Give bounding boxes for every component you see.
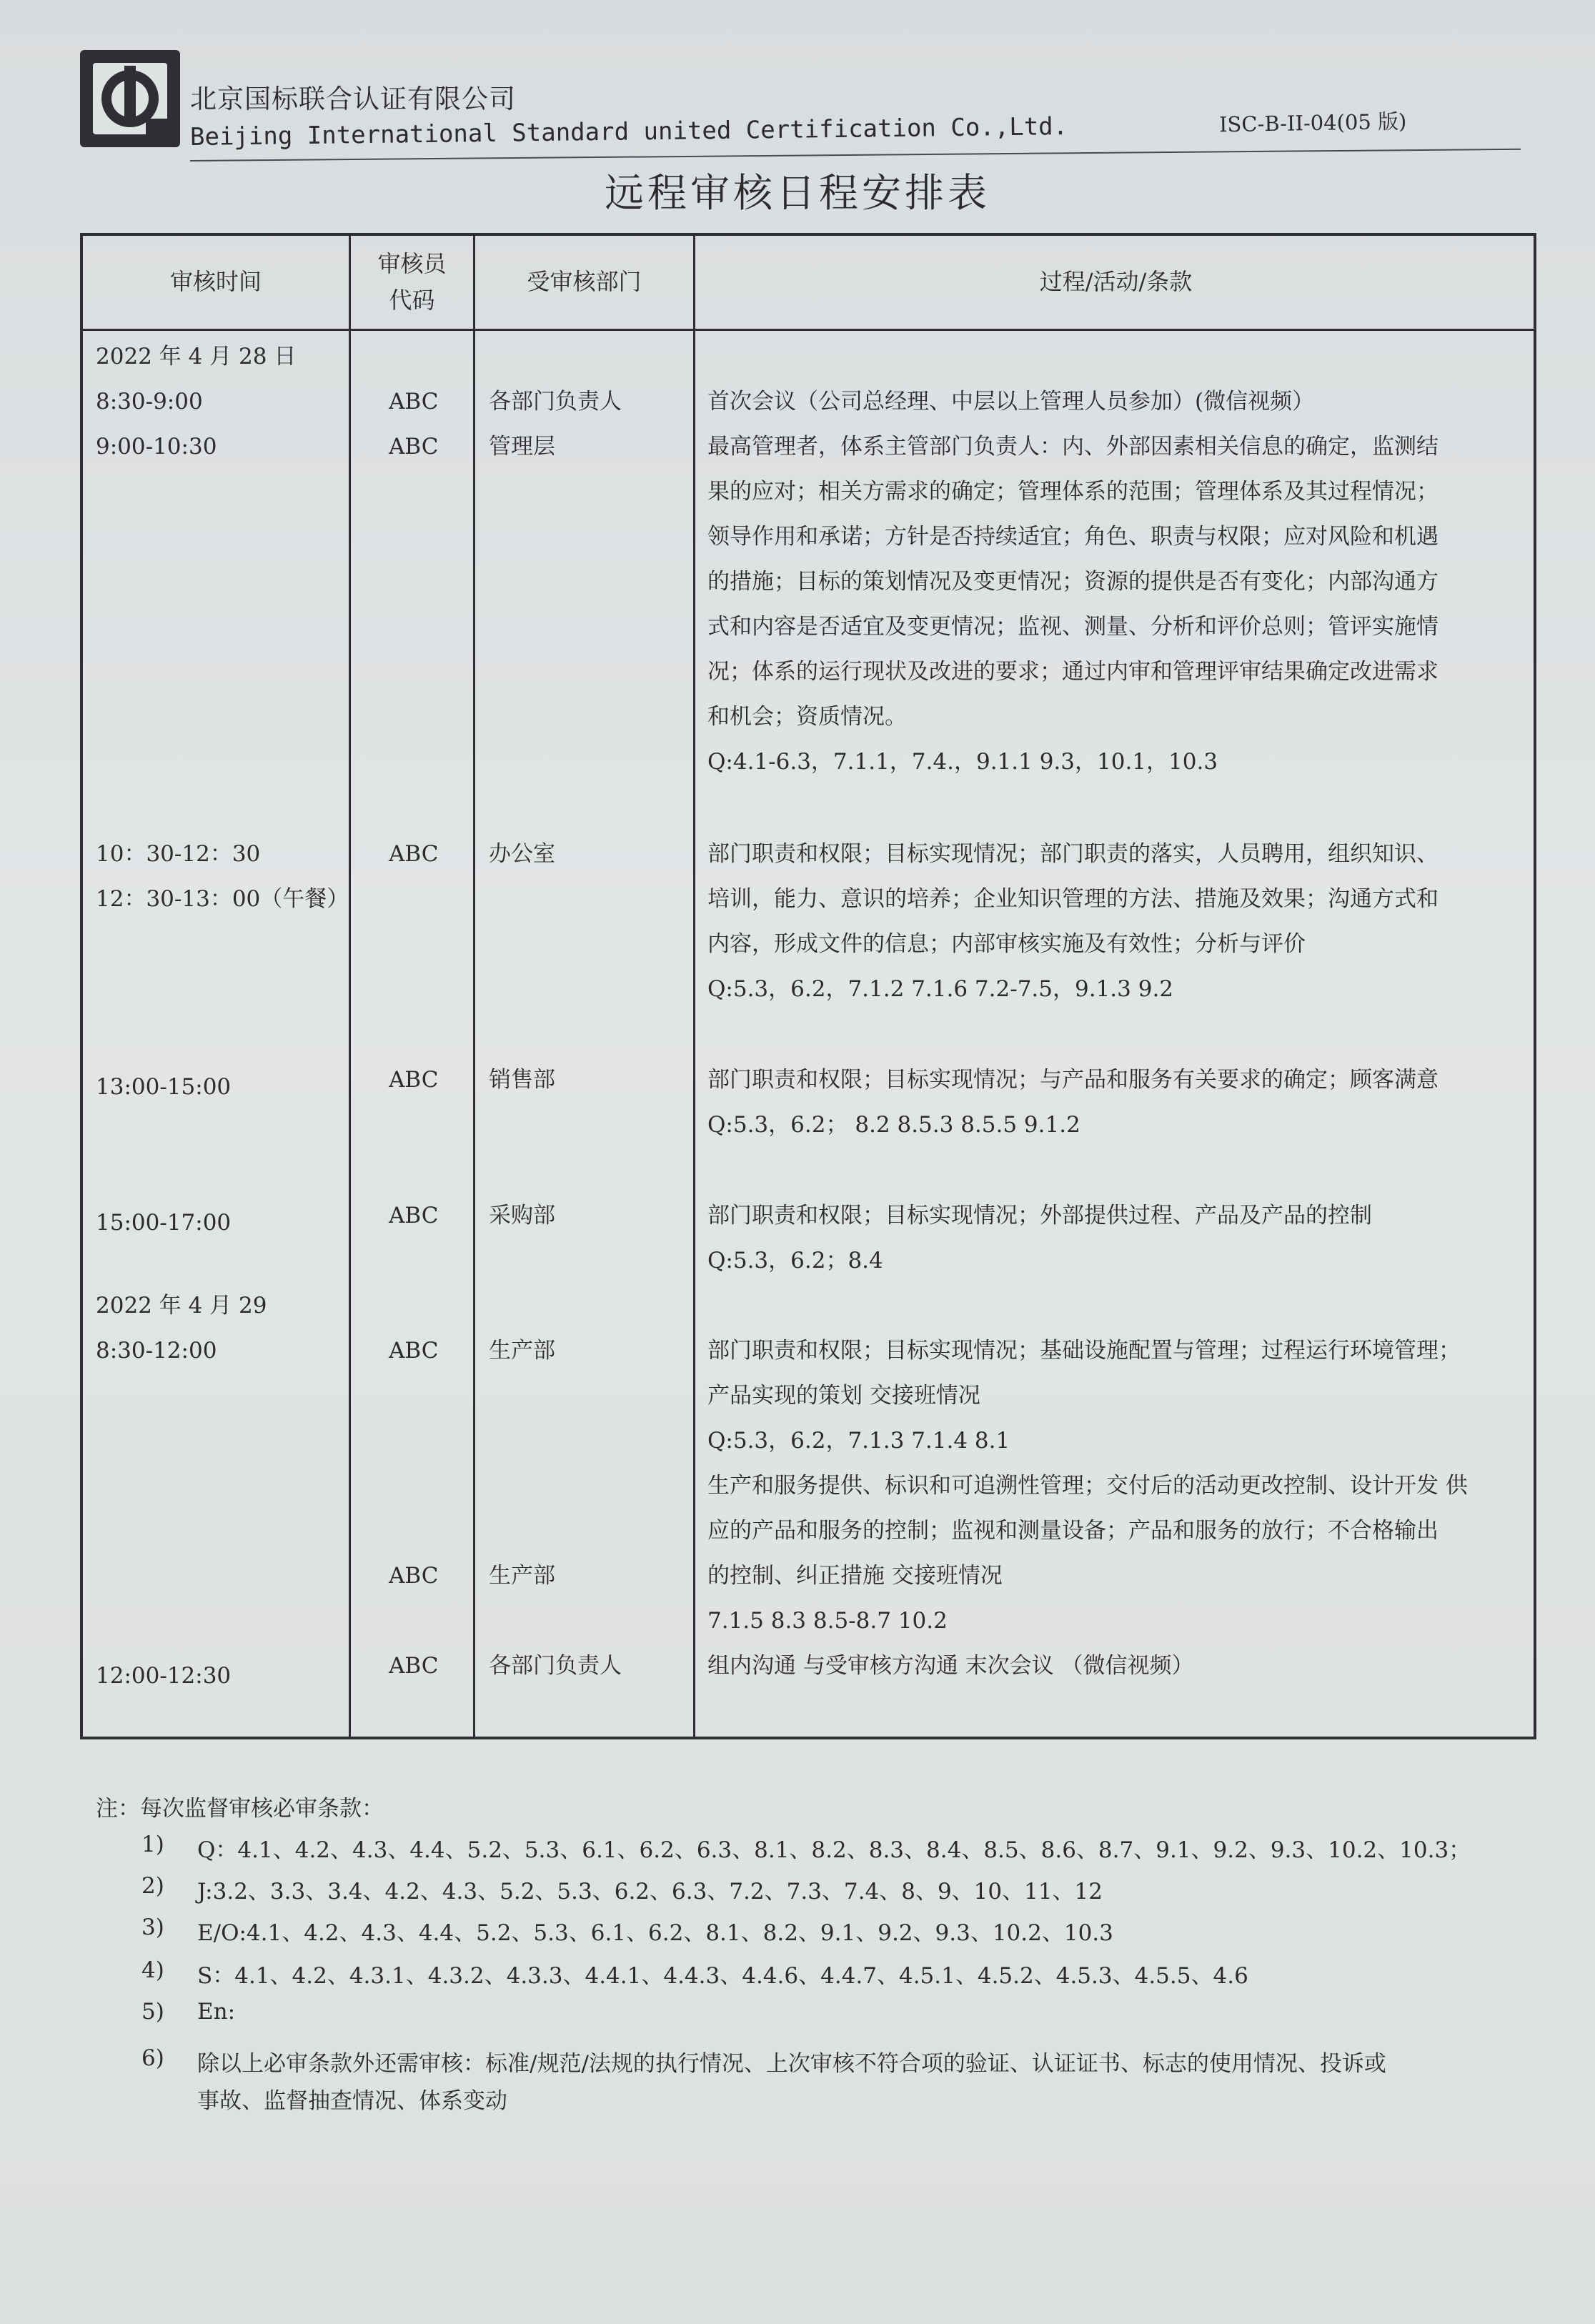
dept-cell: 生产部	[489, 1338, 555, 1364]
note-number: 1)	[141, 1832, 164, 1857]
process-cell: 部门职责和权限；目标实现情况；外部提供过程、产品及产品的控制 Q:5.3，6.2；8.4	[707, 1203, 1372, 1273]
schedule-table	[80, 233, 1536, 1739]
time-cell: 8:30-9:00	[96, 389, 203, 414]
note-text: En:	[197, 1999, 236, 2025]
page-title: 远程审核日程安排表	[604, 170, 990, 216]
note-number: 4)	[141, 1957, 164, 1983]
column-divider	[693, 236, 695, 1737]
process-cell: 最高管理者，体系主管部门负责人：内、外部因素相关信息的确定，监测结 果的应对；相关方需求的确定；管理体系的范围；管理体系及其过程情况； 领导作用和承诺；方针是否持续适宜；角色、职责与权限；应对风险和机遇 的措施；目标的策划情况及变更情况；资源的提供是否有变化；内部沟通方 式和内容是否适宜及变更情况；监视、测量、分析和评价总则；管评实施情 况；体系的运行现状及改进的要求；通过内审和管理评审结果确定改进需求 和机会；资质情况。 Q:4.1-6.3，7.1.1，7.4.，9.1.1 9.3，10.1，10.3	[707, 434, 1439, 775]
header-auditor-line1: 审核员	[377, 250, 447, 277]
dept-cell: 采购部	[489, 1203, 555, 1228]
dept-cell: 销售部	[489, 1067, 555, 1093]
auditor-cell: ABC	[389, 1563, 439, 1589]
note-number: 5)	[141, 1999, 164, 2025]
auditor-cell: ABC	[389, 1653, 439, 1679]
auditor-cell: ABC	[389, 389, 439, 414]
column-divider	[349, 236, 351, 1737]
company-name-en: Beijing International Standard united Certification Co.,Ltd.	[189, 111, 1068, 152]
date-cell: 2022 年 4 月 29	[96, 1293, 267, 1319]
auditor-cell: ABC	[389, 841, 439, 867]
header-auditor-line2: 代码	[389, 287, 435, 314]
company-name-cn: 北京国标联合认证有限公司	[190, 84, 516, 114]
note-number: 2)	[141, 1873, 164, 1899]
date-cell: 2022 年 4 月 28 日	[96, 344, 297, 369]
dept-cell: 办公室	[489, 841, 555, 867]
note-text: E/O:4.1、4.2、4.3、4.4、5.2、5.3、6.1、6.2、8.1、8.2、9.1、9.2、9.3、10.2、10.3	[197, 1920, 1113, 1946]
document-number: ISC-B-II-04(05 版)	[1218, 109, 1407, 137]
auditor-cell: ABC	[389, 1338, 439, 1364]
auditor-cell: ABC	[389, 1203, 439, 1228]
time-cell: 10：30-12：30	[96, 841, 261, 867]
company-logo	[77, 47, 183, 150]
auditor-cell: ABC	[389, 1067, 439, 1093]
process-cell: 部门职责和权限；目标实现情况；基础设施配置与管理；过程运行环境管理； 产品实现的策划 交接班情况 Q:5.3，6.2，7.1.3 7.1.4 8.1 生产和服务提供、标识和可追溯性管理；交付后的活动更改控制、设计开发 供 应的产品和服务的控制；监视和测量设备；产品和服务的放行；不合格输出 的控制、纠正措施 交接班情况 7.1.5 8.3 8.5-8.7 10.2	[707, 1338, 1468, 1634]
note-text: J:3.2、3.3、3.4、4.2、4.3、5.2、5.3、6.2、6.3、7.2、7.3、7.4、8、9、10、11、12	[197, 1879, 1103, 1905]
header-rule	[190, 149, 1521, 162]
note-text: 除以上必审条款外还需审核：标准/规范/法规的执行情况、上次审核不符合项的验证、认证证书、标志的使用情况、投诉或	[197, 2051, 1386, 2077]
process-cell: 组内沟通 与受审核方沟通 末次会议 （微信视频）	[707, 1653, 1194, 1679]
dept-cell: 生产部	[489, 1563, 555, 1589]
dept-cell: 管理层	[489, 434, 555, 460]
note-text-continued: 事故、监督抽查情况、体系变动	[197, 2088, 507, 2114]
time-cell-lunch: 12：30-13：00（午餐）	[96, 886, 349, 912]
auditor-cell: ABC	[389, 434, 439, 460]
time-cell: 9:00-10:30	[96, 434, 217, 460]
note-number: 6)	[141, 2045, 164, 2071]
process-cell: 部门职责和权限；目标实现情况；部门职责的落实，人员聘用，组织知识、 培训，能力、意识的培养；企业知识管理的方法、措施及效果；沟通方式和 内容，形成文件的信息；内部审核实施及有效性；分析与评价 Q:5.3，6.2，7.1.2 7.1.6 7.2-7.5，9.1.3 9.2	[707, 841, 1439, 1002]
note-number: 3)	[141, 1915, 164, 1940]
time-cell: 12:00-12:30	[96, 1663, 232, 1689]
time-cell: 8:30-12:00	[96, 1338, 217, 1364]
dept-cell: 各部门负责人	[489, 389, 622, 414]
header-divider	[83, 329, 1534, 331]
header-dept: 受审核部门	[527, 268, 642, 295]
time-cell: 15:00-17:00	[96, 1210, 232, 1236]
time-cell: 13:00-15:00	[96, 1074, 232, 1100]
dept-cell: 各部门负责人	[489, 1653, 622, 1679]
header-time: 审核时间	[169, 268, 262, 295]
notes-heading: 注：每次监督审核必审条款：	[96, 1796, 384, 1822]
process-cell: 部门职责和权限；目标实现情况；与产品和服务有关要求的确定；顾客满意 Q:5.3，6.2； 8.2 8.5.3 8.5.5 9.1.2	[707, 1067, 1439, 1138]
column-divider	[473, 236, 475, 1737]
note-text: S：4.1、4.2、4.3.1、4.3.2、4.3.3、4.4.1、4.4.3、4.4.6、4.4.7、4.5.1、4.5.2、4.5.3、4.5.5、4.6	[197, 1963, 1248, 1989]
process-cell: 首次会议（公司总经理、中层以上管理人员参加）(微信视频）	[707, 389, 1315, 414]
note-text: Q：4.1、4.2、4.3、4.4、5.2、5.3、6.1、6.2、6.3、8.1、8.2、8.3、8.4、8.5、8.6、8.7、9.1、9.2、9.3、10.2、10.3；	[197, 1837, 1471, 1863]
header-process: 过程/活动/条款	[1039, 268, 1193, 295]
